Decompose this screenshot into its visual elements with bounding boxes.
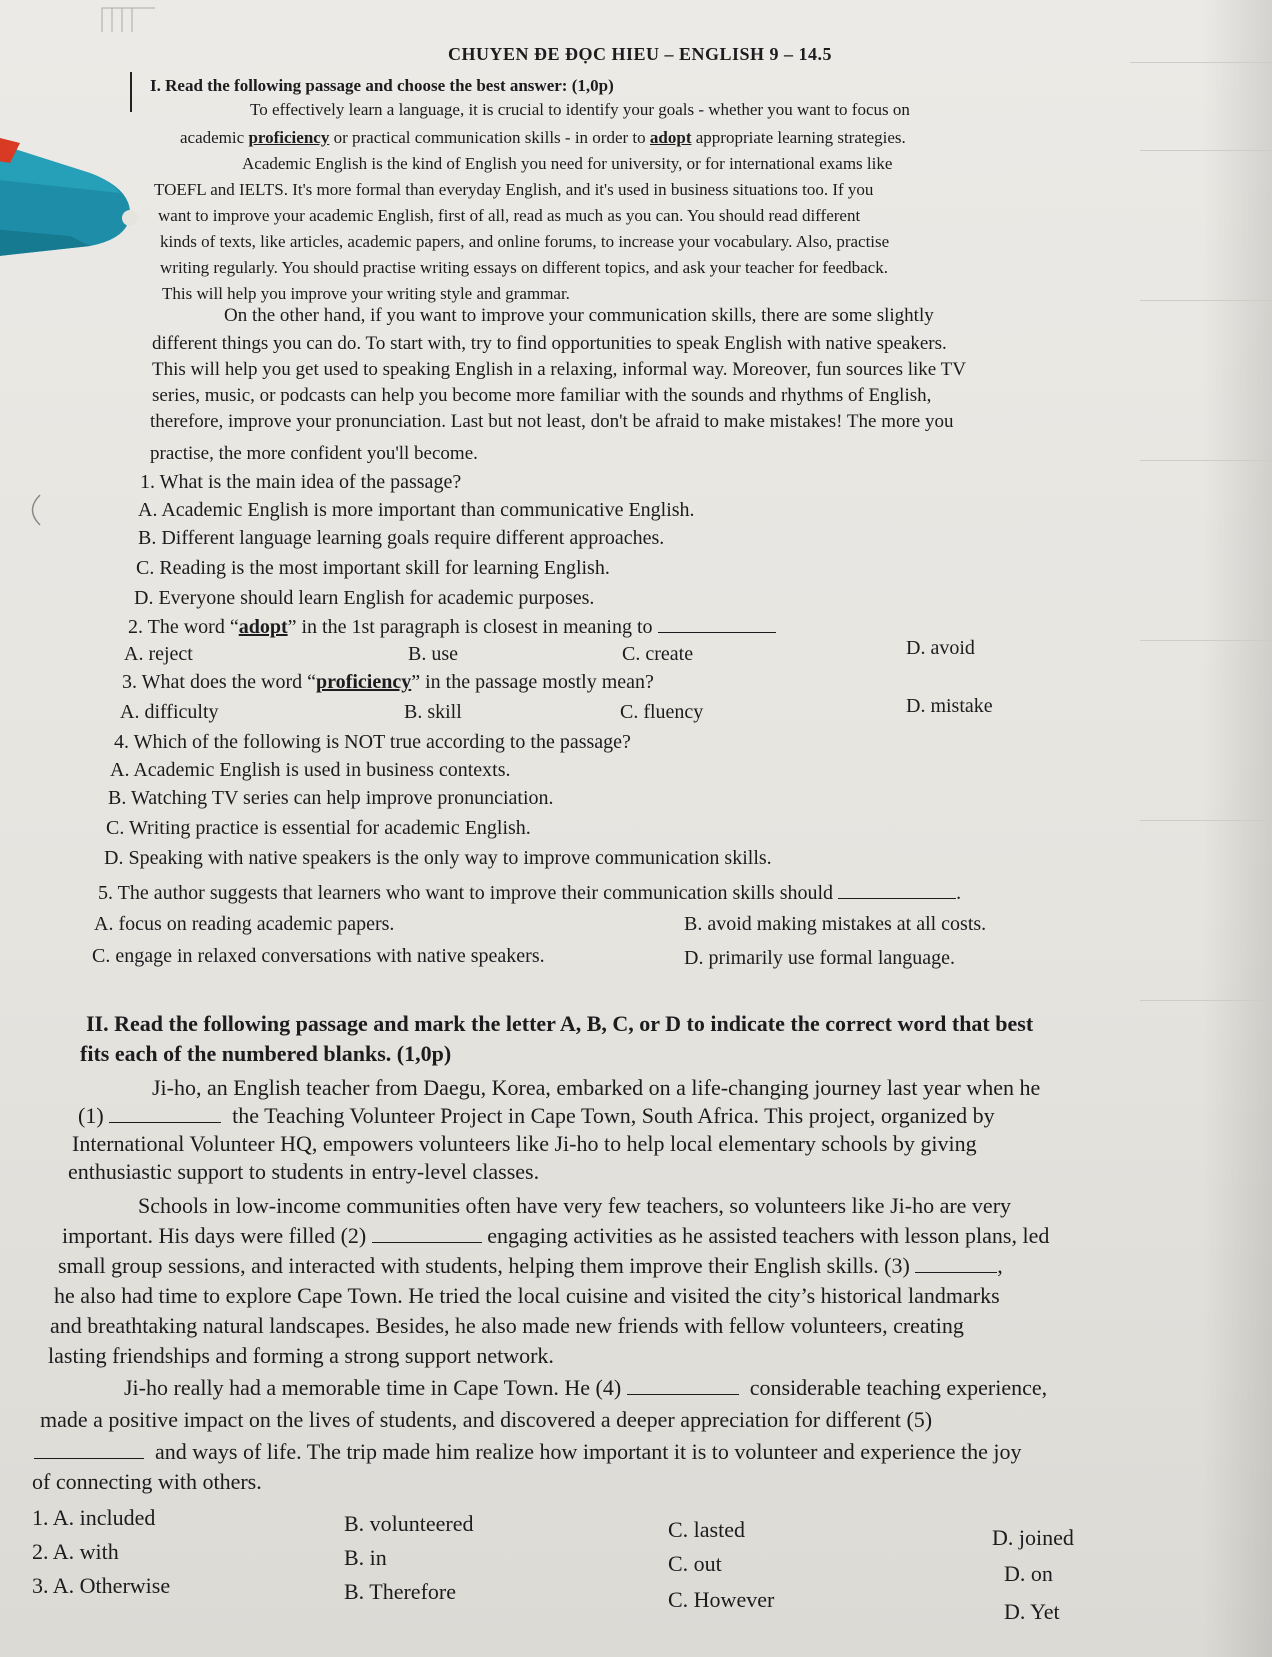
question-2: 2. The word “adopt” in the 1st paragraph is closest in meaning to: [128, 614, 776, 639]
blank-1[interactable]: [109, 1104, 221, 1123]
question-5: 5. The author suggests that learners who want to improve their communication skills should .: [98, 882, 962, 904]
passage-line: Ji-ho really had a memorable time in Cape Town. He (4) considerable teaching experience,: [124, 1375, 1048, 1400]
option-1c[interactable]: C. Reading is the most important skill for learning English.: [136, 557, 610, 579]
passage-line: International Volunteer HQ, empowers volunteers like Ji-ho to help local elementary schools by giving: [72, 1131, 977, 1156]
passage-line: kinds of texts, like articles, academic papers, and online forums, to increase your vocabulary. Also, practise: [160, 232, 890, 251]
option-3b[interactable]: B. skill: [404, 701, 462, 723]
blank-3[interactable]: [915, 1254, 997, 1273]
pencil-mark: [130, 72, 132, 112]
passage-line: different things you can do. To start with, try to find opportunities to speak English with native speakers.: [152, 333, 947, 354]
option-3d[interactable]: D. mistake: [906, 695, 993, 717]
passage-line: enthusiastic support to students in entry-level classes.: [68, 1159, 540, 1184]
answer-2a[interactable]: 2. A. with: [32, 1539, 119, 1564]
passage-line: TOEFL and IELTS. It's more formal than everyday English, and it's used in business situations too. If you: [154, 180, 874, 199]
option-1a[interactable]: A. Academic English is more important than communicative English.: [138, 499, 695, 521]
word-adopt: adopt: [649, 128, 692, 147]
passage-line: To effectively learn a language, it is crucial to identify your goals - whether you want to focus on: [250, 100, 910, 119]
ruled-line: [1140, 460, 1272, 461]
ruled-line: [1140, 820, 1272, 821]
option-2a[interactable]: A. reject: [124, 643, 193, 665]
page-title: CHUYEN ĐE ĐỌC HIEU – ENGLISH 9 – 14.5: [448, 44, 833, 64]
option-4d[interactable]: D. Speaking with native speakers is the only way to improve communication skills.: [104, 847, 772, 869]
page-shadow: [1202, 0, 1272, 1657]
option-4b[interactable]: B. Watching TV series can help improve pronunciation.: [108, 787, 554, 809]
answer-1a[interactable]: 1. A. included: [32, 1505, 156, 1530]
ruled-line: [1140, 640, 1272, 641]
option-1b[interactable]: B. Different language learning goals require different approaches.: [138, 527, 665, 549]
section1-heading: I. Read the following passage and choose the best answer: (1,0p): [150, 76, 614, 95]
passage-line: therefore, improve your pronunciation. Last but not least, don't be afraid to make mistakes! The more you: [150, 411, 954, 432]
option-4a[interactable]: A. Academic English is used in business contexts.: [110, 759, 511, 781]
question-1: 1. What is the main idea of the passage?: [140, 471, 462, 493]
passage-line: This will help you get used to speaking English in a relaxing, informal way. Moreover, fun sources like TV: [152, 359, 966, 380]
option-2d[interactable]: D. avoid: [906, 637, 975, 659]
word-proficiency: proficiency: [248, 128, 330, 147]
passage-line: important. His days were filled (2) engaging activities as he assisted teachers with lesson plans, led: [62, 1223, 1050, 1248]
answer-2c[interactable]: C. out: [668, 1551, 722, 1576]
answer-1b[interactable]: B. volunteered: [344, 1511, 474, 1536]
passage-line: writing regularly. You should practise writing essays on different topics, and ask your teacher for feedback.: [160, 258, 888, 277]
question-4: 4. Which of the following is NOT true according to the passage?: [114, 731, 631, 753]
ruled-line: [1140, 300, 1272, 301]
passage-line: Ji-ho, an English teacher from Daegu, Korea, embarked on a life-changing journey last year when he: [152, 1075, 1041, 1100]
option-5a[interactable]: A. focus on reading academic papers.: [94, 913, 395, 935]
ruled-line: [1130, 62, 1272, 63]
answer-3a[interactable]: 3. A. Otherwise: [32, 1573, 171, 1598]
passage-line: Academic English is the kind of English you need for university, or for international exams like: [242, 154, 893, 173]
passage-line: want to improve your academic English, first of all, read as much as you can. You should read different: [158, 206, 861, 225]
option-2b[interactable]: B. use: [408, 643, 458, 665]
passage-line: and ways of life. The trip made him realize how important it is to volunteer and experience the joy: [34, 1438, 1022, 1466]
answer-3b[interactable]: B. Therefore: [344, 1579, 456, 1604]
answer-2b[interactable]: B. in: [344, 1545, 387, 1570]
option-2c[interactable]: C. create: [622, 643, 694, 665]
passage-line: and breathtaking natural landscapes. Besides, he also made new friends with fellow volunteers, creating: [50, 1313, 964, 1338]
passage-line: he also had time to explore Cape Town. He tried the local cuisine and visited the city’s historical landmarks: [54, 1283, 1000, 1308]
section2-heading: II. Read the following passage and mark the letter A, B, C, or D to indicate the correct word that best: [86, 1011, 1034, 1036]
answer-1c[interactable]: C. lasted: [668, 1517, 745, 1542]
section2-heading: fits each of the numbered blanks. (1,0p): [80, 1041, 452, 1066]
correction-tape-icon: [0, 118, 155, 268]
blank-2[interactable]: [372, 1224, 482, 1243]
passage-line: Schools in low-income communities often have very few teachers, so volunteers like Ji-ho are very: [138, 1193, 1012, 1218]
passage-line: made a positive impact on the lives of students, and discovered a deeper appreciation for different (5): [40, 1407, 933, 1432]
blank-4[interactable]: [627, 1376, 739, 1395]
answer-1d[interactable]: D. joined: [992, 1525, 1074, 1550]
answer-3d[interactable]: D. Yet: [1004, 1599, 1060, 1624]
blank-5[interactable]: [34, 1440, 144, 1459]
passage-line: of connecting with others.: [32, 1469, 262, 1494]
ruled-line: [1140, 150, 1272, 151]
option-5b[interactable]: B. avoid making mistakes at all costs.: [684, 913, 987, 935]
pencil-mark-icon: [20, 490, 50, 530]
answer-blank[interactable]: [658, 614, 776, 633]
option-4c[interactable]: C. Writing practice is essential for academic English.: [106, 817, 531, 839]
option-5d[interactable]: D. primarily use formal language.: [684, 947, 956, 969]
passage-line: (1) the Teaching Volunteer Project in Cape Town, South Africa. This project, organized by: [78, 1103, 995, 1128]
pencil-mark-icon: [100, 4, 160, 34]
option-1d[interactable]: D. Everyone should learn English for academic purposes.: [134, 587, 595, 609]
passage-line: small group sessions, and interacted with students, helping them improve their English skills. (3) ,: [58, 1253, 1003, 1278]
passage-line: series, music, or podcasts can help you become more familiar with the sounds and rhythms of English,: [152, 385, 932, 406]
question-3: 3. What does the word “proficiency” in the passage mostly mean?: [122, 671, 654, 693]
passage-line: On the other hand, if you want to improve your communication skills, there are some slightly: [224, 305, 934, 326]
option-5c[interactable]: C. engage in relaxed conversations with native speakers.: [92, 945, 545, 967]
answer-blank[interactable]: [838, 880, 956, 899]
passage-line: practise, the more confident you'll become.: [150, 443, 478, 464]
option-3c[interactable]: C. fluency: [620, 701, 704, 723]
passage-line: lasting friendships and forming a strong support network.: [48, 1343, 554, 1368]
ruled-line: [1140, 1000, 1272, 1001]
passage-line: This will help you improve your writing style and grammar.: [162, 284, 570, 303]
option-3a[interactable]: A. difficulty: [120, 701, 219, 723]
passage-line: academic proficiency or practical communication skills - in order to adopt appropriate learning strategies.: [180, 128, 906, 147]
answer-3c[interactable]: C. However: [668, 1587, 775, 1612]
answer-2d[interactable]: D. on: [1004, 1561, 1053, 1586]
